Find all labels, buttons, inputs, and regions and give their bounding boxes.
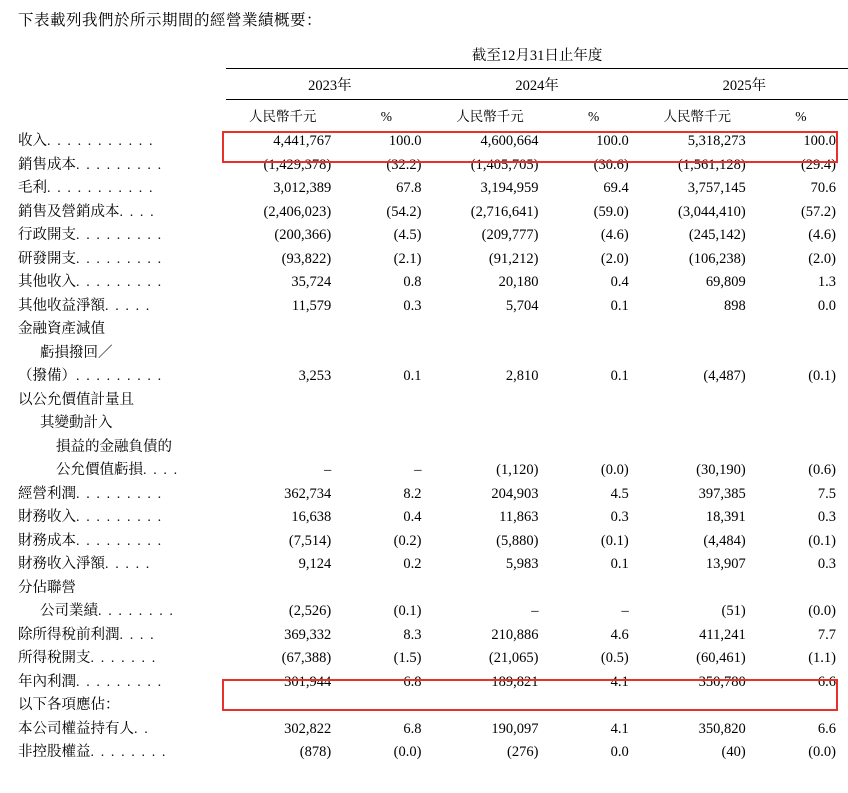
value-2024: [433, 342, 546, 366]
row-label: [18, 248, 226, 272]
value-2025: [641, 436, 754, 460]
pct-2024: (59.0): [593, 203, 629, 220]
unit-header-pct-2025: %: [795, 109, 807, 124]
pct-2025: (2.0): [808, 250, 836, 267]
pct-2025: [754, 342, 848, 366]
value-2023: 9,124: [298, 556, 332, 572]
row-label: [18, 506, 226, 530]
value-2025: 411,241: [699, 626, 746, 643]
value-2025: (4,487): [703, 368, 746, 384]
leader-dots: . . . . . . . . .: [76, 228, 163, 243]
value-2024: 189,821: [491, 673, 539, 690]
row-label: [18, 647, 226, 671]
pct-2024: 4.5: [610, 485, 629, 502]
table-row: [18, 342, 848, 366]
value-2025: (3,044,410): [678, 203, 746, 220]
row-label-text: 經營利潤: [18, 485, 76, 502]
year-header-2023: 2023年: [308, 78, 352, 94]
value-2024: 5,704: [505, 297, 539, 314]
value-2025: 3,757,145: [687, 180, 746, 196]
row-label-text: 分佔聯營: [18, 579, 76, 596]
pct-2024: 100.0: [596, 133, 629, 149]
value-2025: 5,318,273: [687, 133, 746, 149]
pct-2025: (29.4): [800, 156, 836, 173]
row-label-text: 金融資產減值: [18, 321, 105, 337]
pct-2024: 4.1: [610, 673, 629, 690]
row-label-text: 收入: [18, 133, 47, 149]
table-row: [18, 718, 848, 742]
pct-2023: 0.3: [403, 297, 422, 314]
table-row: [18, 530, 848, 554]
intro-paragraph: 下表載列我們於所示期間的經營業績概要：: [18, 12, 323, 29]
table-row: [18, 741, 848, 765]
pct-2024: 0.3: [610, 509, 629, 525]
pct-2024: [546, 318, 640, 342]
pct-2024: (0.5): [600, 650, 629, 666]
pct-2025: [754, 389, 848, 413]
pct-2023: [339, 318, 433, 342]
table-body: [18, 130, 848, 765]
value-2024: (1,405,705): [470, 156, 539, 173]
pct-2024: 0.1: [610, 556, 629, 572]
pct-2025: 0.3: [817, 509, 836, 525]
value-2025: [641, 412, 754, 436]
unit-header-rmb-2024: 人民幣千元: [456, 109, 524, 124]
value-2025: 898: [723, 297, 746, 314]
table-header-group: [18, 44, 848, 130]
leader-dots: . . . . . . . . .: [76, 251, 163, 267]
table-row: [18, 154, 848, 178]
row-label-text: 以下各項應佔：: [18, 697, 120, 713]
value-2025: 18,391: [705, 509, 746, 525]
row-label: [18, 271, 226, 295]
table-row: [18, 248, 848, 272]
pct-2025: 7.5: [817, 485, 836, 502]
table-row: [18, 201, 848, 225]
table-row: [18, 624, 848, 648]
pct-2024: [546, 342, 640, 366]
row-label: [18, 201, 226, 225]
value-2023: 35,724: [291, 274, 332, 290]
leader-dots: . . . . . . . . .: [76, 674, 163, 690]
value-2023: (93,822): [281, 250, 332, 267]
row-label: [18, 624, 226, 648]
pct-2024: 0.4: [610, 274, 629, 290]
pct-2023: 0.1: [403, 368, 422, 384]
pct-2024: (4.6): [600, 227, 629, 243]
row-label-text: 研發開支: [18, 250, 76, 267]
value-2023: 369,332: [284, 626, 332, 643]
value-2024: (91,212): [488, 250, 539, 267]
row-label: [18, 154, 226, 178]
value-2024: 4,600,664: [480, 133, 539, 149]
pct-2024: 69.4: [603, 180, 629, 196]
table-row: [18, 271, 848, 295]
leader-dots: . . . . . . . . . . .: [47, 181, 155, 196]
pct-2024: 0.0: [610, 744, 629, 760]
row-label: [18, 318, 226, 342]
pct-2024: (30.6): [593, 156, 629, 173]
pct-2023: (0.1): [393, 603, 422, 619]
pct-2023: 0.2: [403, 556, 422, 572]
table-row: [18, 694, 848, 718]
table-row: [18, 553, 848, 577]
pct-2025: (0.6): [808, 462, 836, 478]
pct-2023: 8.3: [403, 626, 422, 643]
pct-2023: [339, 412, 433, 436]
pct-2025: (0.1): [808, 368, 836, 384]
pct-2024: –: [621, 603, 629, 619]
pct-2023: (4.5): [393, 227, 422, 243]
pct-2024: (2.0): [600, 250, 629, 267]
pct-2025: [754, 694, 848, 718]
value-2024: (209,777): [481, 227, 539, 243]
table-row: [18, 177, 848, 201]
value-2023: 16,638: [291, 509, 332, 525]
leader-dots: . . . .: [119, 627, 156, 643]
table-row: [18, 506, 848, 530]
row-label: [18, 718, 226, 742]
pct-2023: 0.4: [403, 509, 422, 525]
value-2023: 301,944: [284, 673, 332, 690]
unit-header-row: [18, 101, 848, 130]
value-2025: [641, 318, 754, 342]
value-2024: 190,097: [491, 720, 539, 737]
row-label: [18, 130, 226, 154]
leader-dots: . . . . . . . .: [98, 604, 175, 619]
value-2025: (60,461): [696, 650, 746, 666]
value-2025: 397,385: [698, 485, 746, 502]
pct-2025: (4.6): [808, 227, 836, 243]
value-2025: (4,484): [703, 532, 746, 549]
table-row: [18, 389, 848, 413]
row-label-text: 其他收入: [18, 274, 76, 290]
table-row: [18, 436, 848, 460]
row-label: [18, 459, 226, 483]
row-label-text: 非控股權益: [18, 744, 91, 760]
leader-dots: . . . . . . . . . . .: [47, 134, 155, 149]
row-label: [18, 694, 226, 718]
value-2023: (67,388): [281, 650, 332, 666]
value-2023: [226, 436, 339, 460]
table-row: [18, 365, 848, 389]
pct-2023: (54.2): [386, 203, 422, 220]
pct-2024: 0.1: [610, 368, 629, 384]
pct-2025: 6.6: [817, 673, 836, 690]
value-2023: [226, 389, 339, 413]
pct-2025: 6.6: [817, 720, 836, 737]
pct-2023: (2.1): [393, 250, 422, 267]
pct-2023: 6.8: [403, 720, 422, 737]
row-label: [18, 412, 226, 436]
value-2023: [226, 318, 339, 342]
pct-2024: [546, 389, 640, 413]
pct-2025: (0.0): [808, 603, 836, 619]
value-2025: [641, 694, 754, 718]
leader-dots: . . . . .: [105, 298, 151, 314]
value-2023: (2,526): [288, 603, 332, 619]
pct-2024: [546, 436, 640, 460]
value-2024: (5,880): [496, 532, 539, 549]
value-2023: –: [323, 462, 332, 478]
pct-2024: 4.1: [610, 720, 629, 737]
value-2024: (1,120): [496, 462, 539, 478]
pct-2025: (57.2): [800, 203, 836, 220]
value-2024: (2,716,641): [470, 203, 539, 220]
pct-2023: (1.5): [393, 650, 422, 666]
pct-2023: 6.8: [403, 673, 422, 690]
unit-header-pct-2024: %: [587, 109, 600, 124]
row-label: [18, 530, 226, 554]
pct-2024: 0.1: [610, 297, 629, 314]
row-label: [18, 600, 226, 624]
value-2023: (7,514): [288, 532, 332, 549]
row-label: [18, 342, 226, 366]
value-2024: (21,065): [488, 650, 539, 666]
value-2023: (200,366): [274, 227, 332, 243]
leader-dots: . .: [134, 721, 150, 737]
value-2025: 350,820: [698, 720, 746, 737]
unit-header-rmb-2025: 人民幣千元: [663, 109, 731, 124]
row-label-text: 年內利潤: [18, 673, 76, 690]
table-row: [18, 671, 848, 695]
row-label: [18, 671, 226, 695]
pct-2024: [546, 412, 640, 436]
pct-2023: 8.2: [403, 485, 422, 502]
value-2023: [226, 694, 339, 718]
value-2025: [641, 342, 754, 366]
year-header-2024: 2024年: [515, 78, 559, 94]
pct-2025: [754, 577, 848, 601]
value-2024: 11,863: [499, 509, 539, 525]
value-2023: 4,441,767: [273, 133, 332, 149]
table-row: [18, 295, 848, 319]
row-label-text: 財務收入淨額: [18, 556, 105, 572]
pct-2023: (32.2): [386, 156, 422, 173]
row-label: [18, 295, 226, 319]
value-2023: 302,822: [284, 720, 332, 737]
value-2025: [641, 577, 754, 601]
row-label: [18, 436, 226, 460]
financial-summary-table: [18, 44, 848, 765]
value-2025: (1,561,128): [678, 156, 746, 173]
pct-2025: 7.7: [817, 626, 836, 643]
pct-2023: (0.2): [393, 532, 422, 549]
value-2023: 362,734: [284, 485, 332, 502]
pct-2025: [754, 436, 848, 460]
value-2024: [433, 577, 546, 601]
row-label: [18, 224, 226, 248]
pct-2023: 0.8: [403, 274, 422, 290]
table-row: [18, 130, 848, 154]
value-2023: (1,429,378): [263, 156, 332, 173]
value-2024: 210,886: [491, 626, 539, 643]
pct-2023: 67.8: [396, 180, 422, 196]
pct-2023: [339, 436, 433, 460]
value-2024: 3,194,959: [480, 180, 539, 196]
value-2024: [433, 389, 546, 413]
row-label-text: 銷售成本: [18, 156, 76, 173]
value-2024: [433, 436, 546, 460]
row-label-text: 損益的金融負債的: [56, 438, 172, 455]
leader-dots: . . . . . . . . .: [76, 275, 163, 290]
row-label: [18, 577, 226, 601]
value-2025: (106,238): [688, 250, 746, 267]
year-header-2025: 2025年: [722, 78, 767, 94]
row-label-text: 其變動計入: [40, 415, 113, 431]
pct-2023: [339, 577, 433, 601]
row-label-text: 公允價值虧損: [56, 462, 143, 478]
value-2025: [641, 389, 754, 413]
leader-dots: . . . . . . . . .: [76, 510, 163, 525]
period-header-row: [18, 44, 848, 69]
pct-2024: (0.0): [600, 462, 629, 478]
value-2024: [433, 694, 546, 718]
pct-2023: 100.0: [388, 133, 422, 149]
row-label-text: （撥備）: [18, 368, 76, 384]
row-label-text: 除所得稅前利潤: [18, 626, 120, 643]
leader-dots: . . . .: [119, 204, 156, 220]
pct-2025: 0.0: [817, 297, 836, 314]
row-label: [18, 483, 226, 507]
value-2024: [433, 318, 546, 342]
value-2024: 5,983: [505, 556, 539, 572]
value-2023: 11,579: [291, 297, 332, 314]
unit-header-pct-2023: %: [380, 109, 392, 124]
row-label: [18, 177, 226, 201]
spacer-cell: [18, 101, 226, 130]
value-2025: (40): [721, 744, 746, 760]
value-2025: 13,907: [705, 556, 746, 572]
value-2024: –: [531, 603, 539, 619]
leader-dots: . . . . . . . . .: [76, 157, 163, 173]
value-2024: 2,810: [505, 368, 539, 384]
table-row: [18, 412, 848, 436]
pct-2023: [339, 342, 433, 366]
pct-2025: 100.0: [803, 133, 836, 149]
leader-dots: . . . . .: [105, 557, 151, 572]
value-2025: 350,780: [698, 673, 746, 690]
period-header-label: 截至12月31日止年度: [471, 48, 603, 64]
pct-2025: (0.1): [808, 532, 836, 549]
pct-2025: [754, 412, 848, 436]
value-2025: (30,190): [696, 462, 746, 478]
row-label-text: 虧損撥回／: [40, 344, 113, 361]
leader-dots: . . . .: [143, 463, 179, 478]
spacer-cell: [18, 70, 226, 100]
year-header-row: [18, 70, 848, 100]
pct-2025: 1.3: [817, 274, 836, 290]
row-label-text: 公司業績: [40, 603, 98, 619]
row-label-text: 本公司權益持有人: [18, 720, 134, 737]
pct-2025: (1.1): [808, 650, 836, 666]
value-2025: (245,142): [688, 227, 746, 243]
row-label: [18, 389, 226, 413]
table-row: [18, 483, 848, 507]
value-2023: 3,253: [298, 368, 332, 384]
pct-2024: [546, 577, 640, 601]
pct-2023: [339, 389, 433, 413]
table-row: [18, 600, 848, 624]
pct-2024: 4.6: [610, 626, 629, 643]
row-label-text: 銷售及營銷成本: [18, 203, 120, 220]
leader-dots: . . . . . . . .: [90, 745, 167, 760]
table-row: [18, 459, 848, 483]
value-2023: (878): [299, 744, 332, 760]
table-row: [18, 577, 848, 601]
pct-2023: –: [414, 462, 422, 478]
row-label-text: 其他收益淨額: [18, 297, 105, 314]
value-2023: [226, 577, 339, 601]
value-2024: 204,903: [491, 485, 539, 502]
pct-2024: [546, 694, 640, 718]
row-label-text: 毛利: [18, 180, 47, 196]
spacer-cell: [18, 44, 226, 69]
row-label-text: 行政開支: [18, 227, 76, 243]
row-label-text: 以公允價值計量且: [18, 391, 134, 408]
table-row: [18, 647, 848, 671]
table-row: [18, 224, 848, 248]
unit-header-rmb-2023: 人民幣千元: [248, 109, 317, 124]
row-label: [18, 741, 226, 765]
value-2023: 3,012,389: [273, 180, 332, 196]
value-2025: 69,809: [705, 274, 746, 290]
value-2023: (2,406,023): [263, 203, 332, 220]
value-2024: 20,180: [498, 274, 539, 290]
leader-dots: . . . . . . .: [90, 651, 157, 666]
pct-2024: (0.1): [600, 532, 629, 549]
pct-2023: [339, 694, 433, 718]
row-label: [18, 553, 226, 577]
table-row: [18, 318, 848, 342]
value-2024: (276): [507, 744, 539, 760]
value-2023: [226, 342, 339, 366]
value-2024: [433, 412, 546, 436]
row-label: [18, 365, 226, 389]
pct-2025: 0.3: [817, 556, 836, 572]
pct-2023: (0.0): [393, 744, 422, 760]
row-label-text: 所得稅開支: [18, 650, 91, 666]
leader-dots: . . . . . . . . .: [76, 486, 163, 502]
value-2025: (51): [721, 603, 746, 619]
leader-dots: . . . . . . . . .: [76, 533, 163, 549]
value-2023: [226, 412, 339, 436]
pct-2025: [754, 318, 848, 342]
pct-2025: (0.0): [808, 744, 836, 760]
row-label-text: 財務成本: [18, 532, 76, 549]
pct-2025: 70.6: [810, 180, 836, 196]
row-label-text: 財務收入: [18, 509, 76, 525]
leader-dots: . . . . . . . . .: [76, 369, 163, 384]
